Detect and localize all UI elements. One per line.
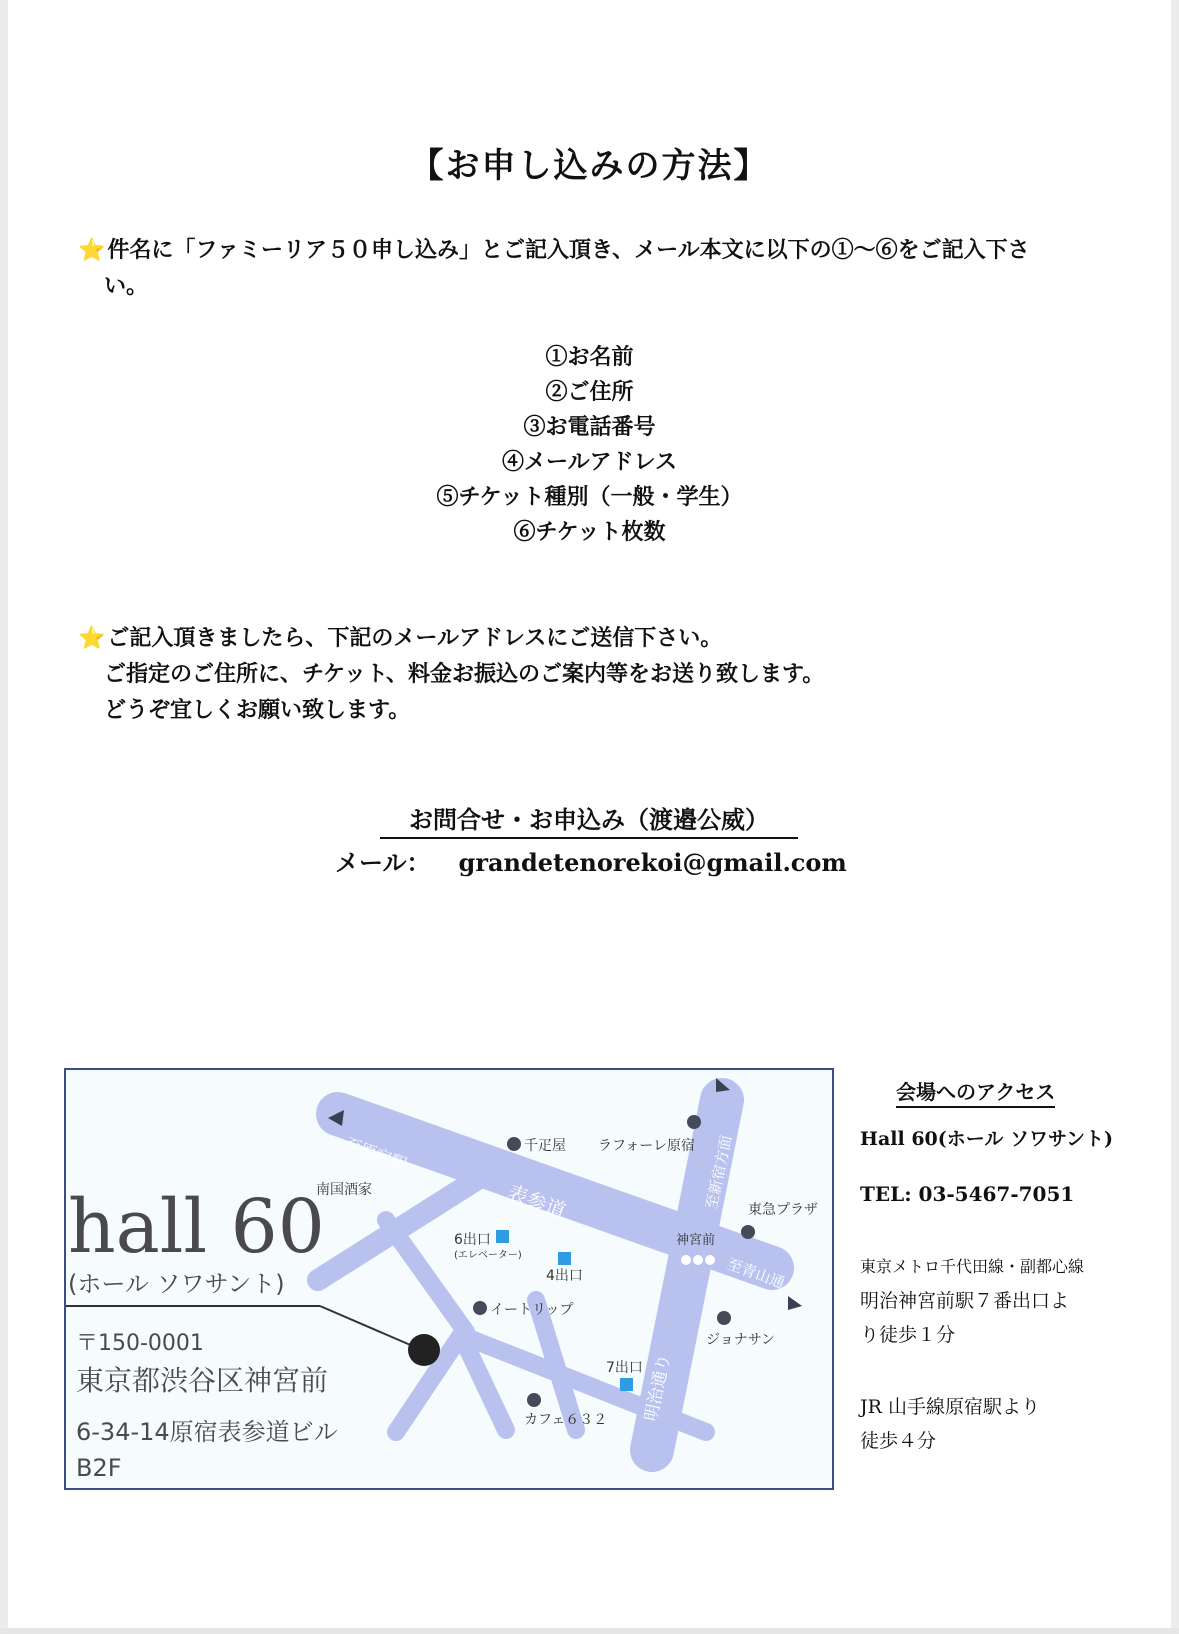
star-icon: ⭐ xyxy=(78,625,106,651)
station-exit-icon xyxy=(620,1378,633,1391)
send-line-3: どうぞ宜しくお願い致します。 xyxy=(104,697,411,723)
map-label-aoyama: 至青山通り xyxy=(724,1254,802,1298)
access-metro-station-2: り徒歩１分 xyxy=(860,1324,956,1346)
list-item: ②ご住所 xyxy=(545,379,634,405)
map-drawing xyxy=(66,1070,832,1488)
map-dot-icon xyxy=(527,1393,541,1407)
map-label-sendagaya: 千疋屋 xyxy=(524,1138,566,1154)
address-line-3: B2F xyxy=(76,1454,122,1482)
list-item: ③お電話番号 xyxy=(523,414,656,440)
map-label-exit6-sub: (エレベーター) xyxy=(454,1250,522,1261)
map-dot-icon xyxy=(507,1137,521,1151)
access-section xyxy=(860,1076,1160,1108)
instruction-line-1: 件名に「ファミーリア５０申し込み」とご記入頂き、メール本文に以下の①～⑥をご記入下さ xyxy=(107,237,1030,263)
list-item: ⑥チケット枚数 xyxy=(513,519,666,545)
map-label-harajuku: 至原宿駅 xyxy=(342,1133,410,1174)
station-exit-icon xyxy=(558,1252,571,1265)
contact-heading: お問合せ・お申込み（渡邉公威） xyxy=(380,800,798,839)
address-line-1: 東京都渋谷区神宮前 xyxy=(76,1364,329,1397)
mail-line xyxy=(335,843,847,878)
send-paragraph xyxy=(78,620,824,728)
map-label-exit4: 4出口 xyxy=(546,1268,583,1284)
mail-address-link[interactable]: grandetenorekoi@gmail.com xyxy=(458,848,847,877)
instruction-paragraph xyxy=(78,232,1030,304)
access-hall: Hall 60(ホール ソワサント) xyxy=(860,1128,1114,1150)
list-item: ④メールアドレス xyxy=(502,449,677,475)
arrow-icon xyxy=(788,1296,802,1310)
map-dot-icon xyxy=(473,1301,487,1315)
station-dot-icon xyxy=(693,1255,703,1265)
access-title: 会場へのアクセス xyxy=(896,1076,1055,1108)
page-title: 【お申し込みの方法】 xyxy=(409,146,770,186)
access-jr-1: JR 山手線原宿駅より xyxy=(860,1396,1040,1418)
map-label-exit6: 6出口 xyxy=(454,1232,491,1248)
star-icon: ⭐ xyxy=(78,237,106,263)
station-exit-icon xyxy=(496,1230,509,1243)
map-dot-icon xyxy=(741,1225,755,1239)
map-label-shinjuku: 至新宿方面 xyxy=(702,1133,736,1211)
map-label-eatrip: イートリップ xyxy=(490,1302,574,1318)
venue-map xyxy=(64,1068,834,1490)
instruction-line-2: い。 xyxy=(104,273,149,299)
page-edge-right xyxy=(1171,0,1179,1634)
map-label-cafe: カフェ６３２ xyxy=(524,1412,608,1428)
hall-name: hall 60 xyxy=(68,1184,325,1270)
send-line-2: ご指定のご住所に、チケット、料金お振込のご案内等をお送り致します。 xyxy=(104,661,825,687)
list-item: ⑤チケット種別（一般・学生） xyxy=(436,484,743,510)
required-items-list xyxy=(0,340,1179,550)
address-line-2: 6-34-14原宿表参道ビル xyxy=(76,1418,338,1446)
station-dot-icon xyxy=(705,1255,715,1265)
page-edge-bottom xyxy=(0,1628,1179,1634)
access-metro-line: 東京メトロ千代田線・副都心線 xyxy=(860,1257,1085,1276)
list-item: ①お名前 xyxy=(545,344,634,370)
map-label-jonathan: ジョナサン xyxy=(706,1332,776,1348)
access-tel: TEL: 03-5467-7051 xyxy=(860,1182,1075,1206)
access-metro-station-1: 明治神宮前駅７番出口よ xyxy=(860,1290,1070,1312)
map-label-laforet: ラフォーレ原宿 xyxy=(598,1138,696,1154)
leader-line xyxy=(320,1306,422,1350)
map-label-exit7: 7出口 xyxy=(606,1360,643,1376)
page-edge-left xyxy=(0,0,8,1634)
map-label-tokyu: 東急プラザ xyxy=(748,1202,818,1218)
venue-marker-icon xyxy=(408,1334,440,1366)
map-label-jingumae: 神宮前 xyxy=(676,1233,716,1248)
access-jr-2: 徒歩４分 xyxy=(860,1430,937,1452)
send-line-1: ご記入頂きましたら、下記のメールアドレスにご送信下さい。 xyxy=(107,625,723,651)
map-dot-icon xyxy=(687,1115,701,1129)
postal-code: 〒150-0001 xyxy=(76,1331,204,1356)
map-label-nangoku: 南国酒家 xyxy=(316,1182,372,1198)
station-dot-icon xyxy=(681,1255,691,1265)
map-label-omotesando: 表参道 xyxy=(504,1180,569,1224)
map-label-meiji: 明治通り xyxy=(641,1352,676,1424)
hall-kana: (ホール ソワサント) xyxy=(68,1270,285,1298)
map-dot-icon xyxy=(717,1311,731,1325)
mail-label: メール： xyxy=(335,848,431,877)
